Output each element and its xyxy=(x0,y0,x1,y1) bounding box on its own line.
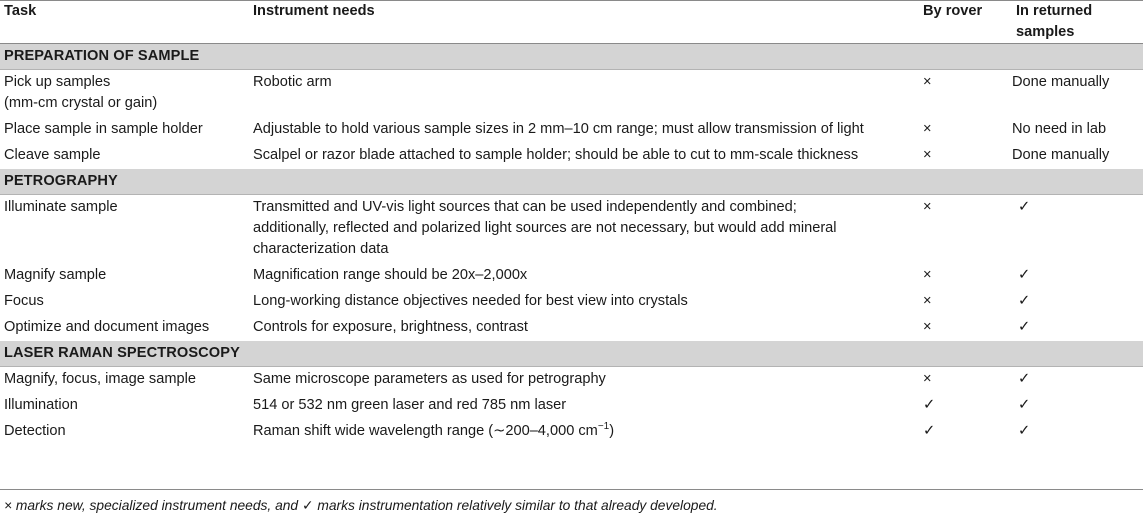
check-mark-icon: ✓ xyxy=(1018,397,1031,413)
instrument-cell: Same microscope parameters as used for petrography xyxy=(253,371,606,387)
table-row xyxy=(0,289,1143,315)
instrument-cell: 514 or 532 nm green laser and red 785 nm laser xyxy=(253,397,567,413)
cross-mark-icon: × xyxy=(923,147,932,163)
table-row xyxy=(0,117,1143,143)
check-mark-icon: ✓ xyxy=(1018,423,1031,439)
table-row xyxy=(0,419,1143,445)
cross-mark-icon: × xyxy=(923,319,932,335)
returned-cell xyxy=(1008,195,1143,264)
returned-cell: Done manually xyxy=(1012,147,1110,163)
check-mark-icon: ✓ xyxy=(923,397,936,413)
check-mark-icon: ✓ xyxy=(1018,293,1031,309)
instrument-line: additionally, reflected and polarized light sources are not necessary, but would add mineral xyxy=(253,220,837,236)
cross-mark-icon: × xyxy=(923,199,932,215)
column-header-by-rover: By rover xyxy=(919,1,1008,44)
table-header-row xyxy=(0,1,1143,44)
by-rover-cell xyxy=(919,263,1008,289)
table-row xyxy=(0,315,1143,341)
task-cell: Magnify sample xyxy=(4,267,107,283)
section-title-petrography: PETROGRAPHY xyxy=(0,169,1143,195)
table-row xyxy=(0,393,1143,419)
returned-cell xyxy=(1008,263,1143,289)
check-mark-icon: ✓ xyxy=(923,423,936,439)
cross-mark-icon: × xyxy=(923,371,932,387)
returned-cell xyxy=(1008,315,1143,341)
task-cell: Place sample in sample holder xyxy=(4,121,203,137)
task-cell: Focus xyxy=(4,293,44,309)
returned-cell: No need in lab xyxy=(1012,121,1107,137)
table-row xyxy=(0,367,1143,394)
task-cell: Detection xyxy=(4,423,66,439)
section-header-row xyxy=(0,169,1143,195)
by-rover-cell xyxy=(919,70,1008,118)
returned-cell xyxy=(1008,419,1143,445)
returned-cell: Done manually xyxy=(1012,74,1110,90)
instrument-line: Transmitted and UV-vis light sources that can be used independently and combined; xyxy=(253,199,797,215)
cross-mark-icon: × xyxy=(923,121,932,137)
instrument-cell: Controls for exposure, brightness, contrast xyxy=(253,319,528,335)
column-header-instrument-needs: Instrument needs xyxy=(249,1,919,44)
table-bottom-rule xyxy=(0,489,1143,490)
task-cell: Magnify, focus, image sample xyxy=(4,371,196,387)
task-cell xyxy=(0,70,249,118)
table-footnote: × marks new, specialized instrument needs, and ✓ marks instrumentation relatively similar to that already developed. xyxy=(4,498,718,513)
returned-cell xyxy=(1008,289,1143,315)
by-rover-cell xyxy=(919,117,1008,143)
check-mark-icon: ✓ xyxy=(1018,319,1031,335)
returned-cell xyxy=(1008,393,1143,419)
by-rover-cell xyxy=(919,289,1008,315)
by-rover-cell xyxy=(919,419,1008,445)
check-mark-icon: ✓ xyxy=(1018,267,1031,283)
instrument-cell: Magnification range should be 20x–2,000x xyxy=(253,267,528,283)
table-row xyxy=(0,195,1143,264)
superscript-exponent: −1 xyxy=(597,421,610,432)
table-row xyxy=(0,143,1143,169)
instrument-cell: Adjustable to hold various sample sizes in 2 mm–10 cm range; must allow transmission of light xyxy=(253,121,864,137)
returned-cell xyxy=(1008,367,1143,394)
by-rover-cell xyxy=(919,195,1008,264)
task-cell: Cleave sample xyxy=(4,147,101,163)
column-header-task: Task xyxy=(0,1,249,44)
by-rover-cell xyxy=(919,143,1008,169)
task-line: Pick up samples xyxy=(4,74,111,90)
instrument-text: ) xyxy=(609,423,615,439)
table-row xyxy=(0,70,1143,118)
task-line: (mm-cm crystal or gain) xyxy=(4,95,158,111)
instrument-line: characterization data xyxy=(253,241,389,257)
header-line: samples xyxy=(1016,24,1075,40)
task-cell: Optimize and document images xyxy=(4,319,210,335)
table-row xyxy=(0,263,1143,289)
section-header-row xyxy=(0,341,1143,367)
instrument-cell xyxy=(249,195,919,264)
section-title-laser-raman: LASER RAMAN SPECTROSCOPY xyxy=(0,341,1143,367)
task-cell: Illumination xyxy=(4,397,78,413)
section-title-preparation: PREPARATION OF SAMPLE xyxy=(0,44,1143,70)
instrument-text: Raman shift wide wavelength range (∼200–4,000 cm xyxy=(253,423,598,439)
instrument-cell: Scalpel or razor blade attached to sample holder; should be able to cut to mm-scale thickness xyxy=(253,147,859,163)
instrument-cell: Robotic arm xyxy=(253,74,332,90)
column-header-in-returned-samples xyxy=(1008,1,1143,44)
cross-mark-icon: × xyxy=(923,293,932,309)
by-rover-cell xyxy=(919,393,1008,419)
instrument-cell: Long-working distance objectives needed for best view into crystals xyxy=(253,293,688,309)
check-mark-icon: ✓ xyxy=(1018,199,1031,215)
check-mark-icon: ✓ xyxy=(1018,371,1031,387)
instrument-cell xyxy=(249,419,919,445)
section-header-row xyxy=(0,44,1143,70)
header-line: In returned xyxy=(1016,3,1093,19)
cross-mark-icon: × xyxy=(923,267,932,283)
cross-mark-icon: × xyxy=(923,74,932,90)
by-rover-cell xyxy=(919,367,1008,394)
task-cell: Illuminate sample xyxy=(4,199,118,215)
by-rover-cell xyxy=(919,315,1008,341)
